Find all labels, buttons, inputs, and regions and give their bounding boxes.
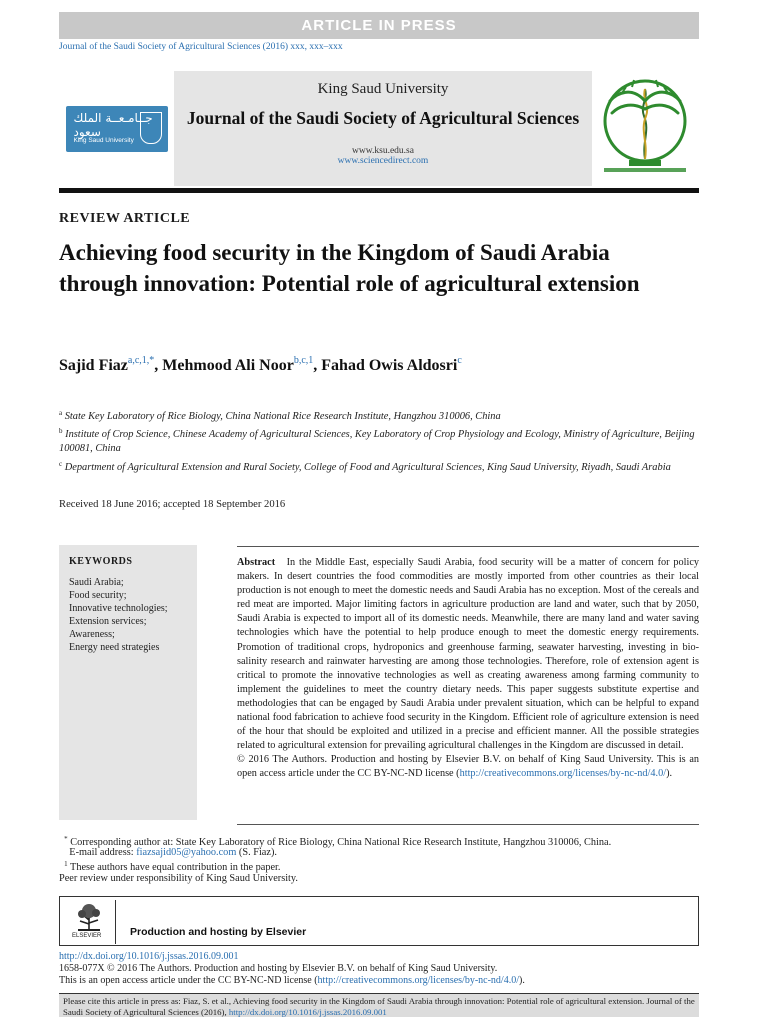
ksu-logo-latin: King Saud University <box>73 136 134 144</box>
affiliation-mark: b <box>59 427 63 436</box>
open-access-line <box>59 975 739 988</box>
citation-journal: Journal of the Saudi Society of Agricultural Sciences (2016) <box>59 42 289 52</box>
author-separator: , <box>154 357 163 374</box>
author-affil-marks[interactable]: a,c,1,* <box>127 355 155 366</box>
keywords-heading: KEYWORDS <box>69 556 133 567</box>
society-logo <box>592 71 699 186</box>
journal-masthead <box>59 71 699 186</box>
oa-license-link[interactable]: http://creativecommons.org/licenses/by-nc-nd/4.0/ <box>317 975 519 986</box>
author-name: Sajid Fiaz <box>59 357 128 374</box>
corresponding-text: Corresponding author at: State Key Laboratory of Rice Biology, China National Rice Research Institute, Hangzhou 310006, China. <box>70 837 612 848</box>
article-type: REVIEW ARTICLE <box>59 211 191 226</box>
doi-link[interactable]: http://dx.doi.org/10.1016/j.jssas.2016.09.001 <box>59 951 239 962</box>
license-link[interactable]: http://creativecommons.org/licenses/by-nc-nd/4.0/ <box>459 768 667 780</box>
email-label: E-mail address: <box>69 847 137 858</box>
author-name: Fahad Owis Aldosri <box>321 357 458 374</box>
affiliation-item <box>59 406 704 424</box>
abstract-top-rule <box>237 546 699 547</box>
affiliation-text: Institute of Crop Science, Chinese Academy of Agricultural Sciences, Key Laboratory of Crop Physiology and Ecology, Ministry of Agriculture, Beijing 100081, China <box>59 429 695 455</box>
elsevier-logo <box>66 900 116 944</box>
affiliation-mark: a <box>59 409 63 417</box>
elsevier-wordmark: ELSEVIER <box>72 933 102 939</box>
keyword-item: Energy need strategies <box>69 642 160 653</box>
article-in-press-banner: ARTICLE IN PRESS <box>59 12 699 39</box>
elsevier-box <box>59 896 699 946</box>
ksu-logo-arabic: جــامـعــة الملك سعود <box>73 110 153 139</box>
tree-dna-icon <box>592 71 699 186</box>
keyword-item: Food security; <box>69 590 127 601</box>
ksu-logo-badge <box>66 106 168 152</box>
university-name: King Saud University <box>317 81 449 97</box>
keyword-item: Extension services; <box>69 616 147 627</box>
cite-prefix: Please cite this article in press as: Fiaz, S. et al., Achieving food security in the Kingdom of Saudi Arabia through innovation: Potential role of agricultural extension. Journal of the Saudi Society of Agricultural Sciences (2016), <box>63 996 695 1017</box>
footnote-mark: 1 <box>64 860 68 868</box>
journal-citation-line <box>59 42 343 52</box>
email-link[interactable]: fiazsajid05@yahoo.com <box>136 847 237 858</box>
received-dates: Received 18 June 2016; accepted 18 September 2016 <box>59 499 286 510</box>
footnote-mark: * <box>64 835 68 843</box>
ksu-logo <box>59 71 174 186</box>
affiliations <box>59 406 704 475</box>
oa-suffix: ). <box>518 975 525 986</box>
abstract-copyright-end: ). <box>666 768 673 780</box>
ksu-emblem-icon <box>140 112 162 144</box>
cite-doi-link[interactable]: http://dx.doi.org/10.1016/j.jssas.2016.09.001 <box>228 1006 387 1017</box>
keywords-panel <box>59 545 197 820</box>
affiliation-item <box>59 424 704 456</box>
abstract-copyright: © 2016 The Authors. Production and hosting by Elsevier B.V. on behalf of King Saud University. This is an open access article under the CC BY-NC-ND license ( <box>237 754 699 780</box>
cite-this-article-box <box>59 993 699 1017</box>
abstract-label: Abstract <box>237 557 276 568</box>
doi-line <box>59 951 739 964</box>
ksu-url[interactable]: www.ksu.edu.sa <box>352 146 414 156</box>
keyword-item: Innovative technologies; <box>69 603 168 614</box>
author-affil-marks[interactable]: b,c,1 <box>293 355 314 366</box>
equal-text: These authors have equal contribution in the paper. <box>70 862 281 873</box>
affiliation-text: Department of Agricultural Extension and Rural Society, College of Food and Agricultural Sciences, King Saud University, Riyadh, Saudi Arabia <box>64 461 671 473</box>
elsevier-hosting-text: Production and hosting by Elsevier <box>130 926 307 938</box>
masthead-rule <box>59 188 699 193</box>
keyword-item: Awareness; <box>69 629 115 640</box>
affiliation-item <box>59 457 704 475</box>
abstract-text: In the Middle East, especially Saudi Arabia, food security will be a matter of concern for policy makers. In desert countries the food commodities are mostly imported from other countries as their local production is not enough to meet the domestic needs and Saudi Arabia has no exception. Most of the cereals and red meat are imported. Major limiting factors in agriculture production are land and water, such that by 2050, Saudi Arabia is expected to import all of its domestic needs. Meanwhile, there are many land and water saving technologies which have the potential to help produce enough to meet the domestic energy requirements. Promotion of traditional crops, hydroponics and greenhouse farming, seawater harvesting, investing in bio-salinity research and rainwater harvesting are among those technologies. Therefore, role of extension agent is critical to promote the innovative technologies as well as creating awareness among farming community to implement the guidelines to meet the country dietary needs. This paper suggests substitute expertise and methodologies that can be engaged by Saudi Arabia under prevalent situation, which can be helpful to expand national food fabrication to achieve food security in the Kingdom. Efficient role of agriculture extension is need of the hour that should be exploited and utilized in a precise and efficient manner. All the possible strategies related to agricultural extension for prevailing agricultural challenges in the Kingdom are discussed in detail. <box>237 557 699 752</box>
abstract-bottom-rule <box>237 824 699 825</box>
abstract <box>237 556 699 782</box>
author-affil-marks[interactable]: c <box>457 355 462 366</box>
journal-title: Journal of the Saudi Society of Agricultural Sciences <box>186 108 580 128</box>
peer-review-note: Peer review under responsibility of King Saud University. <box>59 873 298 884</box>
email-suffix: (S. Fiaz). <box>236 847 277 858</box>
keyword-item: Saudi Arabia; <box>69 577 124 588</box>
author-name: Mehmood Ali Noor <box>162 357 294 374</box>
citation-pages: xxx, xxx–xxx <box>290 42 343 52</box>
oa-prefix: This is an open access article under the CC BY-NC-ND license ( <box>59 975 318 986</box>
affiliation-mark: c <box>59 459 63 468</box>
sciencedirect-url[interactable]: www.sciencedirect.com <box>337 156 429 166</box>
issn-line: 1658-077X © 2016 The Authors. Production and hosting by Elsevier B.V. on behalf of King Saud University. <box>59 963 498 974</box>
author-separator: , <box>313 357 322 374</box>
masthead-center <box>174 71 592 186</box>
article-title: Achieving food security in the Kingdom of Saudi Arabia through innovation: Potential role of agricultural extension <box>59 240 640 296</box>
elsevier-tree-icon <box>74 902 104 932</box>
author-list <box>59 355 462 375</box>
affiliation-text: State Key Laboratory of Rice Biology, China National Rice Research Institute, Hangzhou 310006, China <box>64 411 501 422</box>
